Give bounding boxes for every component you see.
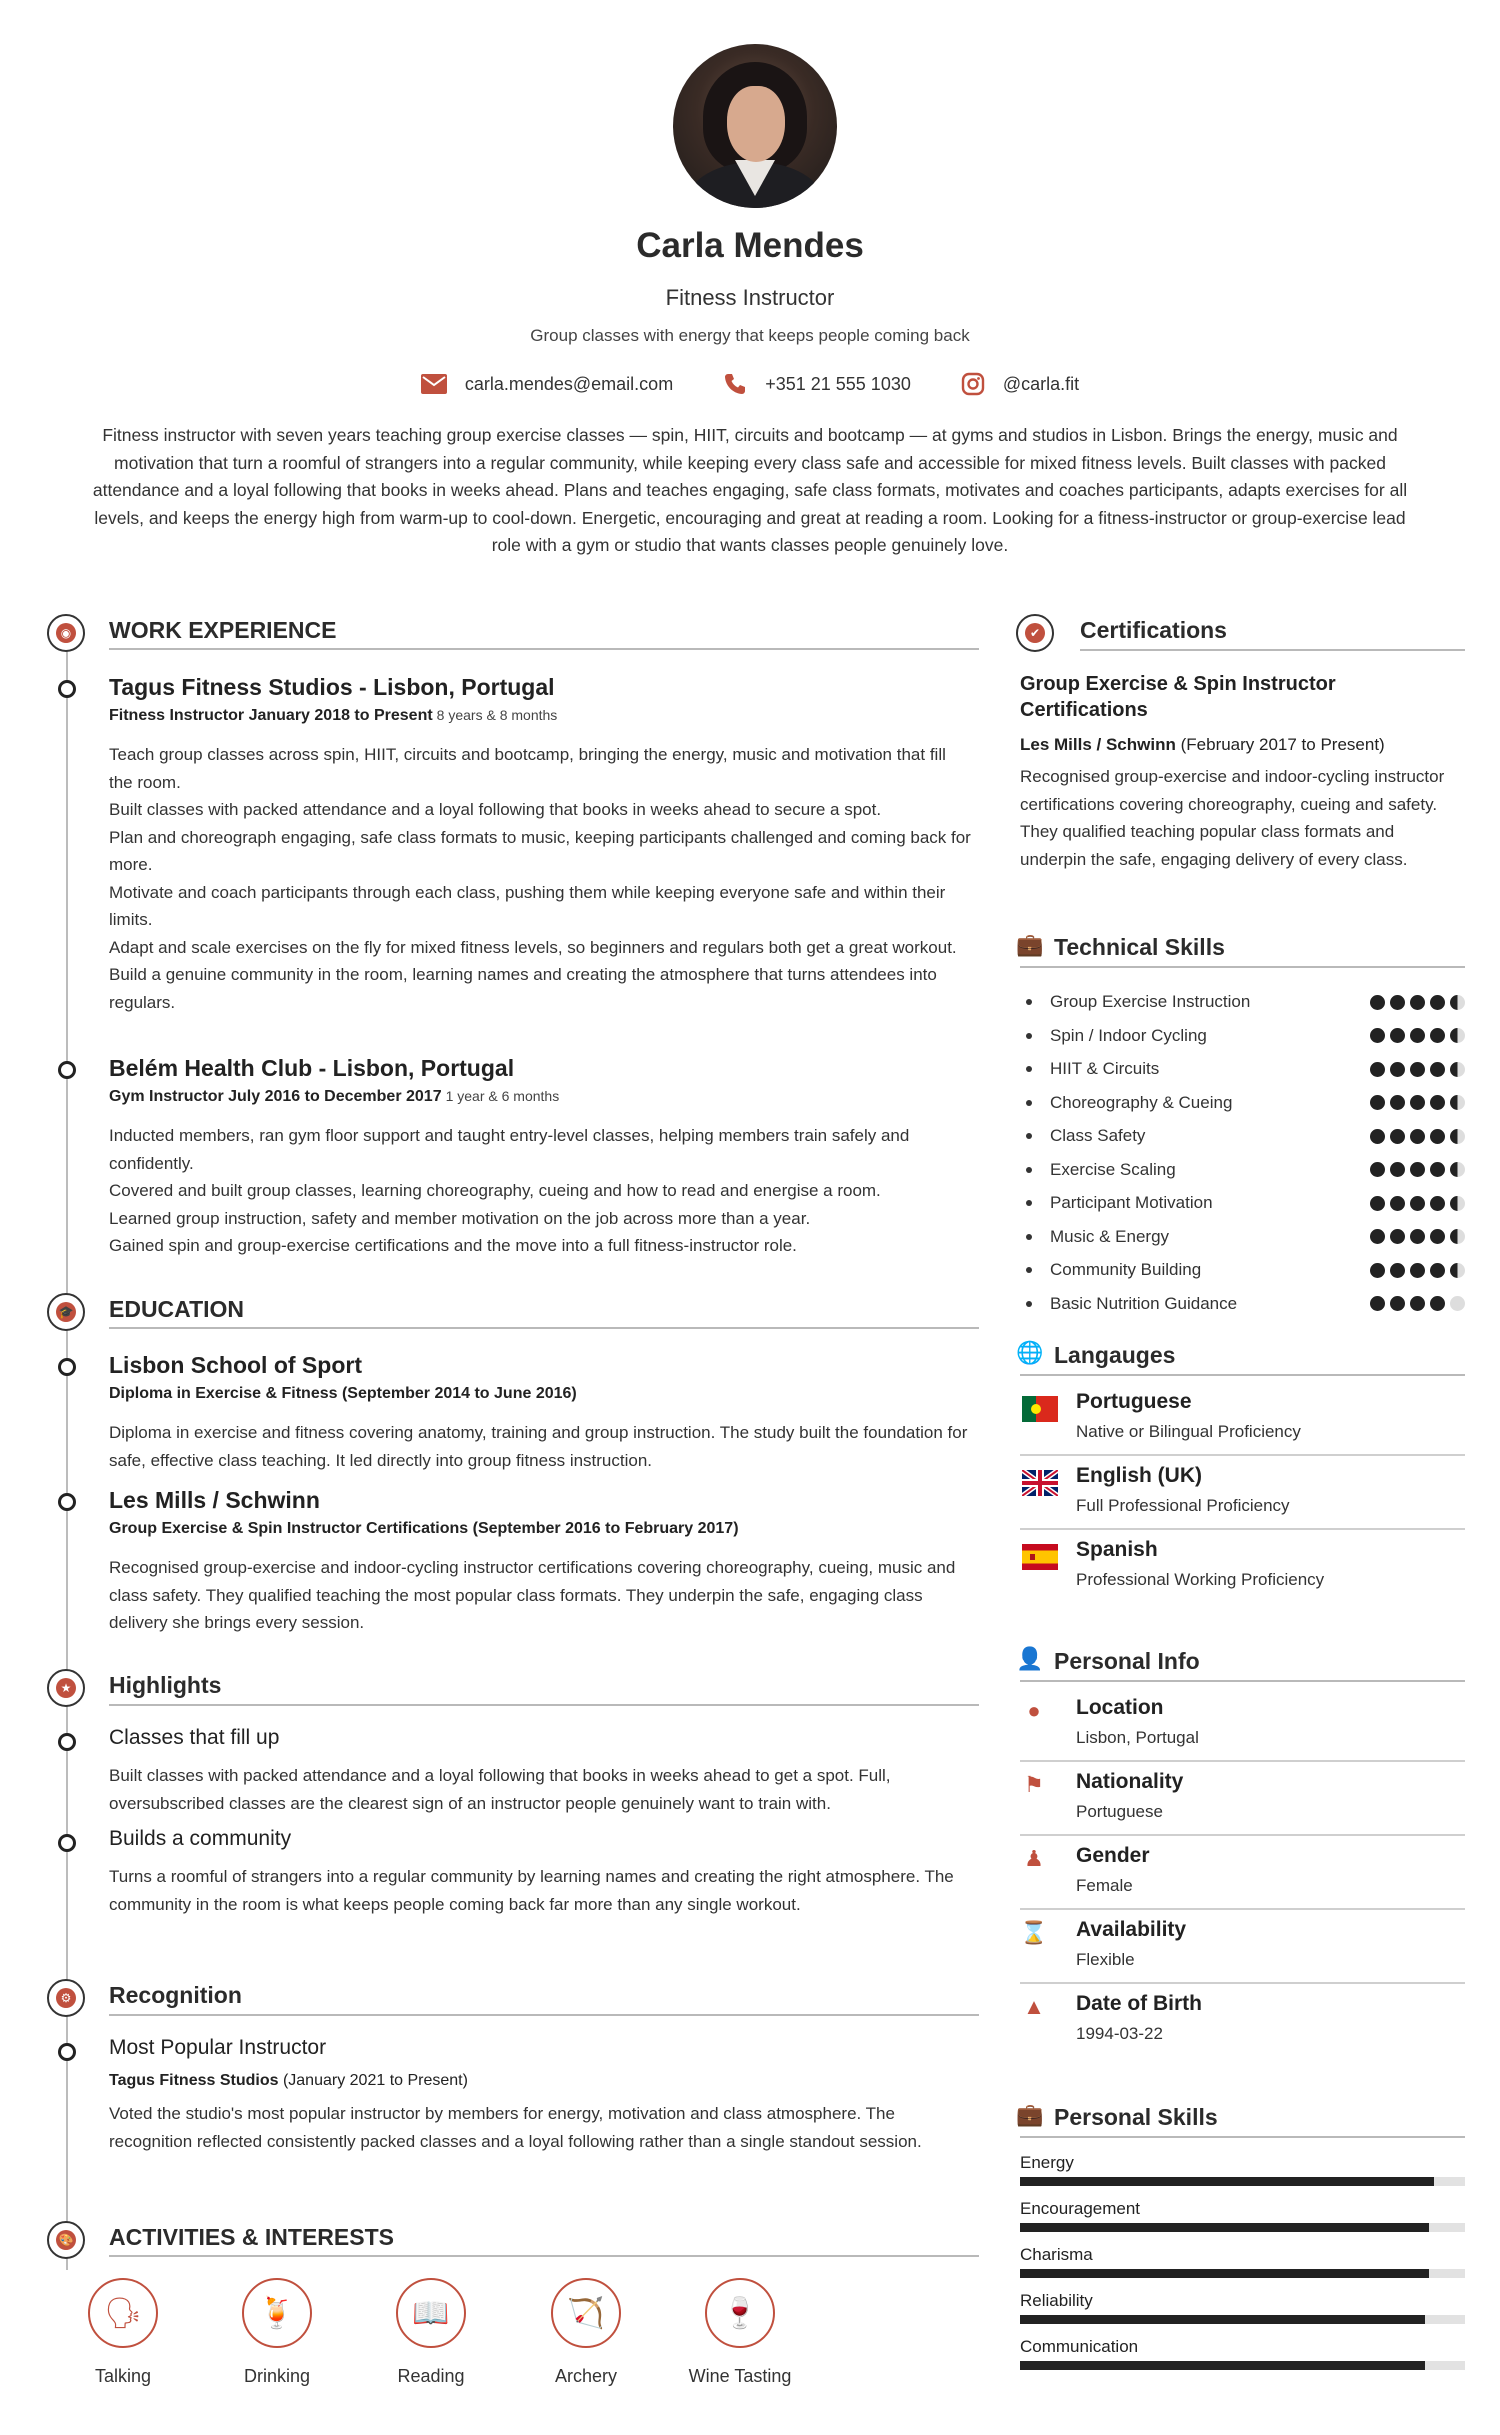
rating-dot — [1390, 1196, 1405, 1211]
rating-dot — [1410, 1095, 1425, 1110]
job-bullet: Gained spin and group-exercise certifications and the move into a full fitness-instructor role. — [109, 1236, 797, 1255]
rating-dot — [1430, 1296, 1445, 1311]
recognition-section-divider — [109, 2014, 979, 2016]
timeline-dot — [58, 1493, 76, 1511]
job-bullet: Plan and choreograph engaging, safe class formats to music, keeping participants challenged and coming back for more. — [109, 827, 971, 874]
highlight-entry — [109, 1827, 979, 1918]
rating-dot — [1410, 1028, 1425, 1043]
job-bullet: Adapt and scale exercises on the fly for mixed fitness levels, so beginners and regulars both get a great workout. — [109, 937, 957, 957]
personal-skill-name: Encouragement — [1020, 2199, 1141, 2218]
rating-dot — [1410, 1296, 1425, 1311]
technical-skills-title: Technical Skills — [1054, 934, 1225, 960]
technical-skill-name: Class Safety — [1050, 1126, 1146, 1145]
technical-skill-row — [1022, 1153, 1465, 1187]
technical-skill-name: Community Building — [1050, 1260, 1202, 1279]
personal-skill-row — [1020, 2337, 1465, 2370]
certifications-divider — [1080, 649, 1465, 651]
wine-tasting-icon: 🍷 — [705, 2278, 775, 2348]
rating-dot — [1410, 1263, 1425, 1278]
contact-phone[interactable] — [723, 372, 911, 396]
languages-divider — [1020, 1374, 1465, 1376]
certification-text: Recognised group-exercise and indoor-cycling instructor certifications covering choreography, cueing and safety. They qualified teaching popular class formats and underpin the safe, engaging delivery of every class. — [1020, 767, 1445, 869]
job-bullet: Built classes with packed attendance and a loyal following that books in weeks ahead to secure a spot. — [109, 800, 882, 819]
activities-section-icon: 🎨 — [47, 2221, 85, 2259]
rating-dot — [1410, 995, 1425, 1010]
rating-dot — [1390, 1062, 1405, 1077]
technical-skill-name: Participant Motivation — [1050, 1193, 1213, 1212]
spain-flag-icon — [1022, 1544, 1058, 1570]
award-text: Voted the studio's most popular instructor by members for energy, motivation and class atmosphere. The recognition reflected consistently packed classes and a loyal following rather than a single standout session. — [109, 2104, 922, 2151]
resume-page: Carla Mendes Fitness Instructor Group classes with energy that keeps people coming back carla.mendes@email.com +351 21 555 1030 @carla.fit Fitness instructor with seven years teaching group exercise classes — spin, HIIT, circuits and bootcamp — at gyms and studios in Lisbon. Brings the energy, music and motivation that turn a roomful of strangers into a regular community, while keeping every class safe and accessible for mixed fitness levels. Built classes with packed attendance and a loyal following that books in weeks ahead. Plans and teaches engaging, safe class formats, motivates and coaches participants, adapts exercises for all levels, and keeps the energy high from warm-up to cool-down. Energetic, encouraging and great at reading a room. Looking for a fitness-instructor or group-exercise lead role with a gym or studio that wants classes people genuinely love. ◉ WORK EXPERIENCE Tagus Fitness Studios - Lisbon, Portugal Fitness Instructor January 2018 to Present 8 years & 8 months Teach group classes across spin, HIIT, circuits and bootcamp, bringing the energy, music and motivation that fill the room. Built classes with packed attendance and a loyal following that books in weeks ahead to secure a spot. Plan and choreograph engaging, safe class formats to music, keeping participants challenged and coming back for more. Motivate and coach participants through each class, pushing them while keeping everyone safe and within their limits. Adapt and scale exercises on the fly for mixed fitness levels, so beginners and regulars both get a great workout. Build a genuine community in the room, learning names and creating the atmosphere that turns attendees into regulars. Belém Health Club - Lisbon, Portugal Gym Instructor July 2016 to December 2017 1 year & 6 months Inducted members, ran gym floor support and taught entry-level classes, helping members train safely and confidently. Covered and built group classes, learning choreography, cueing and how to read and energise a room. Learned group instruction, safety and member motivation on the job across more than a year. Gained spin and group-exercise certifications and the move into a full fitness-instructor role. 🎓 EDUCATION Lisbon School of Sport Diploma in Exercise & Fitness (September 2014 to June 2016) Diploma in exercise and fitness covering anatomy, training and group instruction. The study built the foundation for safe, effective class teaching. It led directly into group fitness instruction. Les Mills / Schwinn Group Exercise & Spin Instructor Certifications (September 2016 to February 2017) Recognised group-exercise and indoor-cycling instructor certifications covering choreography, cueing, music and class safety. They qualified teaching the most popular class formats. They underpin the safe, engaging class delivery she brings every session. ★ Highlights Classes that fill up Built classes with packed attendance and a loyal following that books in weeks ahead to get a spot. Full, oversubscribed classes are the clearest sign of an instructor people genuinely want to train with. Builds a community Turns a roomful of strangers into a regular community by learning names and creating the right atmosphere. The community in the room is what keeps people coming back far more than any single workout. ⚙ Recognition Most Popular Instructor Tagus Fitness Studios (January 2021 to Present) Voted the studio's most popular instructor by members for energy, motivation and class atmosphere. The recognition reflected consistently packed classes and a loyal following rather than a single standout session. 🎨 ACTIVITIES & INTERESTS 🗣 Talking 🍹 Drinking 📖 Reading 🏹 Archery 🍷 Wine Tasting ✔ Certifications Group Exercise & Spin Instructor Certifications Les Mills / Schwinn (February 2017 to Present) Recognised group-exercise and indoor-cycling instructor certifications covering choreography, cueing and safety. They qualified teaching popular class formats and underpin the safe, engaging delivery of every class. 💼 Technical Skills Group Exercise Instruction Spin / Indoor Cycling HIIT & Circuits Choreography & Cueing Class Safety Exercise Scaling Participant Motivation Music & Energy Community Building Basic Nutrition Guidance 🌐 Langauges Portuguese Native or Bilingual Proficiency English (UK) Full Professional Proficiency Spanish Professional Working Proficiency 👤 Personal Info ● Location Lisbon, Portugal ⚑ Nationality Portuguese ♟ Gender Female ⌛ Availability Flexible ▲ Date of Birth 1994-03-22 💼 Personal Skills Energy Encouragement Charisma Reliability Communication — [0, 0, 1500, 2435]
recognition-entry — [109, 2036, 979, 2155]
uk-flag-icon — [1022, 1470, 1058, 1496]
talking-icon: 🗣 — [88, 2278, 158, 2348]
education-section-divider — [109, 1327, 979, 1329]
rating-dot — [1370, 1263, 1385, 1278]
recognition-section-title: Recognition — [109, 1982, 242, 2008]
education-entry — [109, 1487, 979, 1637]
job-duration: 8 years & 8 months — [436, 707, 558, 723]
rating-dot — [1430, 1129, 1445, 1144]
job-bullet: Teach group classes across spin, HIIT, circuits and bootcamp, bringing the energy, music and motivation that fill the room. — [109, 745, 946, 792]
rating-dot — [1430, 1196, 1445, 1211]
certification-entry — [1020, 671, 1465, 873]
personal-skill-row — [1020, 2199, 1465, 2232]
education-degree: Diploma in Exercise & Fitness (September 2014 to June 2016) — [109, 1385, 577, 1402]
award-org-dates: Tagus Fitness Studios (January 2021 to Present) — [109, 2072, 468, 2089]
contact-email[interactable] — [421, 372, 673, 396]
technical-skill-row — [1022, 1220, 1465, 1254]
drinking-icon: 🍹 — [242, 2278, 312, 2348]
briefcase-icon: 💼 — [1016, 932, 1044, 957]
work-section-divider — [109, 648, 979, 650]
rating-dot — [1390, 1162, 1405, 1177]
job-bullet: Learned group instruction, safety and member motivation on the job across more than a year. — [109, 1208, 811, 1228]
technical-skill-row — [1022, 1019, 1465, 1053]
technical-skill-row — [1022, 1119, 1465, 1153]
rating-dot — [1450, 1196, 1465, 1211]
highlight-title: Classes that fill up — [109, 1726, 280, 1749]
portugal-flag-icon — [1022, 1396, 1058, 1422]
timeline-dot — [58, 680, 76, 698]
archery-icon: 🏹 — [551, 2278, 621, 2348]
personal-skill-name: Energy — [1020, 2153, 1074, 2172]
rating-dot — [1450, 1162, 1465, 1177]
personal-skill-bar — [1020, 2223, 1465, 2232]
rating-dot — [1450, 995, 1465, 1010]
highlight-entry — [109, 1726, 979, 1817]
globe-icon: 🌐 — [1016, 1340, 1044, 1365]
certifications-section-icon: ✔ — [1016, 614, 1054, 652]
personal-skill-bar-fill — [1020, 2177, 1434, 2186]
interest-drinking: 🍹 Drinking — [197, 2278, 357, 2387]
highlights-section-divider — [109, 1704, 979, 1706]
job-entry — [109, 674, 979, 1016]
personal-skills-title: Personal Skills — [1054, 2104, 1218, 2130]
job-bullet: Inducted members, ran gym floor support and taught entry-level classes, helping members train safely and confidently. — [109, 1126, 910, 1173]
interest-archery: 🏹 Archery — [506, 2278, 666, 2387]
instagram-icon — [961, 372, 985, 396]
personal-skill-bar — [1020, 2361, 1465, 2370]
rating-dot — [1370, 995, 1385, 1010]
rating-dot — [1370, 1095, 1385, 1110]
rating-dot — [1430, 1095, 1445, 1110]
rating-dot — [1430, 995, 1445, 1010]
personal-skill-row — [1020, 2245, 1465, 2278]
personal-skill-row — [1020, 2153, 1465, 2186]
rating-dot — [1390, 995, 1405, 1010]
timeline-line — [66, 650, 68, 2270]
work-section-title: WORK EXPERIENCE — [109, 617, 337, 643]
rating-dot — [1370, 1229, 1385, 1244]
rating-dot — [1410, 1162, 1425, 1177]
skill-rating-dots — [1370, 1263, 1465, 1278]
rating-dot — [1450, 1095, 1465, 1110]
rating-dot — [1390, 1095, 1405, 1110]
rating-dot — [1390, 1129, 1405, 1144]
tagline: Group classes with energy that keeps people coming back — [530, 326, 970, 345]
rating-dot — [1410, 1062, 1425, 1077]
personal-skill-bar-fill — [1020, 2223, 1429, 2232]
technical-skill-name: Spin / Indoor Cycling — [1050, 1025, 1207, 1045]
skill-rating-dots — [1370, 1296, 1465, 1311]
id-badge-icon: 👤 — [1016, 1646, 1044, 1671]
personal-skill-bar-fill — [1020, 2269, 1429, 2278]
hourglass-icon: ⌛ — [1020, 1920, 1048, 1945]
job-bullets — [109, 741, 979, 1016]
technical-skill-row — [1022, 1052, 1465, 1086]
technical-skill-name: Basic Nutrition Guidance — [1050, 1293, 1238, 1313]
rating-dot — [1370, 1129, 1385, 1144]
rating-dot — [1450, 1263, 1465, 1278]
education-description: Diploma in exercise and fitness covering anatomy, training and group instruction. The study built the foundation for safe, effective class teaching. It led directly into group fitness instruction. — [109, 1423, 968, 1470]
technical-skill-row — [1022, 985, 1465, 1019]
highlights-section-icon: ★ — [47, 1669, 85, 1707]
location-pin-icon: ● — [1027, 1698, 1041, 1723]
rating-dot — [1450, 1296, 1465, 1311]
rating-dot — [1370, 1196, 1385, 1211]
contact-instagram[interactable] — [961, 372, 1079, 396]
job-role-dates: Fitness Instructor January 2018 to Present 8 years & 8 months — [109, 707, 558, 724]
personal-info-divider — [1020, 1680, 1465, 1682]
rating-dot — [1370, 1062, 1385, 1077]
job-entry — [109, 1055, 979, 1260]
timeline-dot — [58, 1834, 76, 1852]
rating-dot — [1450, 1229, 1465, 1244]
job-bullet: Covered and built group classes, learning choreography, cueing and how to read and energise a room. — [109, 1181, 881, 1200]
flag-icon: ⚑ — [1024, 1772, 1044, 1797]
personal-info-title: Personal Info — [1054, 1648, 1200, 1674]
skill-rating-dots — [1370, 1062, 1465, 1077]
personal-skill-bar — [1020, 2177, 1465, 2186]
highlight-text: Turns a roomful of strangers into a regular community by learning names and creating the right atmosphere. The community in the room is what keeps people coming back far more than any single workout. — [109, 1867, 954, 1914]
skill-rating-dots — [1370, 995, 1465, 1010]
cake-icon: ▲ — [1023, 1994, 1045, 2019]
education-school: Les Mills / Schwinn — [109, 1487, 320, 1513]
highlight-text: Built classes with packed attendance and a loyal following that books in weeks ahead to get a spot. Full, oversubscribed classes are the clearest sign of an instructor people genuinely want to train with. — [109, 1766, 891, 1813]
technical-skill-row — [1022, 1186, 1465, 1220]
phone-text: +351 21 555 1030 — [765, 373, 911, 394]
personal-skill-bar — [1020, 2315, 1465, 2324]
skill-rating-dots — [1370, 1229, 1465, 1244]
certifications-section-title: Certifications — [1080, 617, 1227, 643]
person-icon: ♟ — [1024, 1846, 1044, 1871]
education-description: Recognised group-exercise and indoor-cycling instructor certifications covering choreography, cueing, music and class safety. They qualified teaching the most popular class formats. They underpin the safe, engaging class delivery she brings every session. — [109, 1558, 956, 1632]
activities-section-divider — [109, 2255, 979, 2257]
skill-rating-dots — [1370, 1028, 1465, 1043]
award-title: Most Popular Instructor — [109, 2036, 327, 2059]
rating-dot — [1430, 1263, 1445, 1278]
certification-issuer: Les Mills / Schwinn (February 2017 to Present) — [1020, 735, 1385, 754]
job-bullet: Build a genuine community in the room, learning names and creating the atmosphere that turns attendees into regulars. — [109, 965, 937, 1012]
timeline-dot — [58, 1061, 76, 1079]
skill-rating-dots — [1370, 1129, 1465, 1144]
job-company: Tagus Fitness Studios - Lisbon, Portugal — [109, 674, 555, 700]
timeline-dot — [58, 2043, 76, 2061]
contact-bar — [0, 372, 1500, 396]
briefcase-icon: 💼 — [1016, 2102, 1044, 2127]
instagram-text: @carla.fit — [1002, 373, 1080, 394]
rating-dot — [1410, 1129, 1425, 1144]
candidate-name: Carla Mendes — [636, 226, 864, 265]
education-degree: Group Exercise & Spin Instructor Certifications (September 2016 to February 2017) — [109, 1520, 739, 1537]
personal-skill-name: Reliability — [1020, 2291, 1093, 2310]
job-company: Belém Health Club - Lisbon, Portugal — [109, 1055, 515, 1081]
job-bullet: Motivate and coach participants through each class, pushing them while keeping everyone safe and within their limits. — [109, 882, 946, 929]
personal-skills-divider — [1020, 2136, 1465, 2138]
rating-dot — [1410, 1229, 1425, 1244]
timeline-dot — [58, 1358, 76, 1376]
languages-title: Langauges — [1054, 1342, 1176, 1368]
summary-paragraph: Fitness instructor with seven years teaching group exercise classes — spin, HIIT, circuits and bootcamp — at gyms and studios in Lisbon. Brings the energy, music and motivation that turn a roomful of strangers into a regular community, while keeping every class safe and accessible for mixed fitness levels. Built classes with packed attendance and a loyal following that books in weeks ahead. Plans and teaches engaging, safe class formats, motivates and coaches participants, adapts exercises for all levels, and keeps the energy high from warm-up to cool-down. Energetic, encouraging and great at reading a room. Looking for a fitness-instructor or group-exercise lead role with a gym or studio that wants classes people genuinely love. — [92, 425, 1408, 555]
job-role-dates: Gym Instructor July 2016 to December 2017 1 year & 6 months — [109, 1088, 560, 1105]
interest-reading: 📖 Reading — [351, 2278, 511, 2387]
avatar — [673, 44, 837, 208]
technical-skill-row — [1022, 1086, 1465, 1120]
activities-section-title: ACTIVITIES & INTERESTS — [109, 2224, 394, 2250]
technical-skill-name: Music & Energy — [1050, 1226, 1170, 1246]
technical-skill-name: Group Exercise Instruction — [1050, 992, 1251, 1011]
rating-dot — [1450, 1062, 1465, 1077]
phone-icon — [723, 372, 747, 396]
rating-dot — [1430, 1062, 1445, 1077]
skill-rating-dots — [1370, 1095, 1465, 1110]
technical-skill-name: Exercise Scaling — [1050, 1159, 1176, 1179]
personal-skill-bar-fill — [1020, 2361, 1425, 2370]
recognition-section-icon: ⚙ — [47, 1979, 85, 2017]
work-section-icon: ◉ — [47, 614, 85, 652]
rating-dot — [1450, 1028, 1465, 1043]
personal-skill-name: Charisma — [1020, 2245, 1093, 2264]
skill-rating-dots — [1370, 1162, 1465, 1177]
rating-dot — [1370, 1162, 1385, 1177]
highlights-section-title: Highlights — [109, 1672, 222, 1698]
personal-skill-bar — [1020, 2269, 1465, 2278]
mail-icon — [421, 374, 447, 394]
reading-icon: 📖 — [396, 2278, 466, 2348]
email-text: carla.mendes@email.com — [464, 373, 674, 394]
candidate-role: Fitness Instructor — [665, 285, 835, 310]
rating-dot — [1370, 1028, 1385, 1043]
rating-dot — [1410, 1196, 1425, 1211]
interest-wine-tasting: 🍷 Wine Tasting — [660, 2278, 820, 2387]
technical-skill-name: HIIT & Circuits — [1050, 1059, 1160, 1078]
rating-dot — [1450, 1129, 1465, 1144]
skill-rating-dots — [1370, 1196, 1465, 1211]
job-duration: 1 year & 6 months — [445, 1088, 560, 1104]
certification-name: Group Exercise & Spin Instructor Certifications — [1020, 673, 1336, 721]
rating-dot — [1390, 1229, 1405, 1244]
education-section-icon: 🎓 — [47, 1293, 85, 1331]
rating-dot — [1430, 1162, 1445, 1177]
rating-dot — [1390, 1296, 1405, 1311]
education-section-title: EDUCATION — [109, 1296, 245, 1322]
interest-talking: 🗣 Talking — [43, 2278, 203, 2387]
rating-dot — [1390, 1028, 1405, 1043]
personal-skill-name: Communication — [1020, 2337, 1139, 2356]
rating-dot — [1430, 1229, 1445, 1244]
technical-skill-name: Choreography & Cueing — [1050, 1092, 1233, 1112]
job-bullets — [109, 1122, 979, 1260]
highlight-title: Builds a community — [109, 1827, 292, 1850]
technical-skills-divider — [1020, 966, 1465, 968]
personal-skill-row — [1020, 2291, 1465, 2324]
personal-skill-bar-fill — [1020, 2315, 1425, 2324]
education-school: Lisbon School of Sport — [109, 1352, 362, 1378]
rating-dot — [1390, 1263, 1405, 1278]
technical-skill-row — [1022, 1287, 1465, 1321]
timeline-dot — [58, 1733, 76, 1751]
education-entry — [109, 1352, 979, 1474]
rating-dot — [1430, 1028, 1445, 1043]
rating-dot — [1370, 1296, 1385, 1311]
technical-skill-row — [1022, 1253, 1465, 1287]
